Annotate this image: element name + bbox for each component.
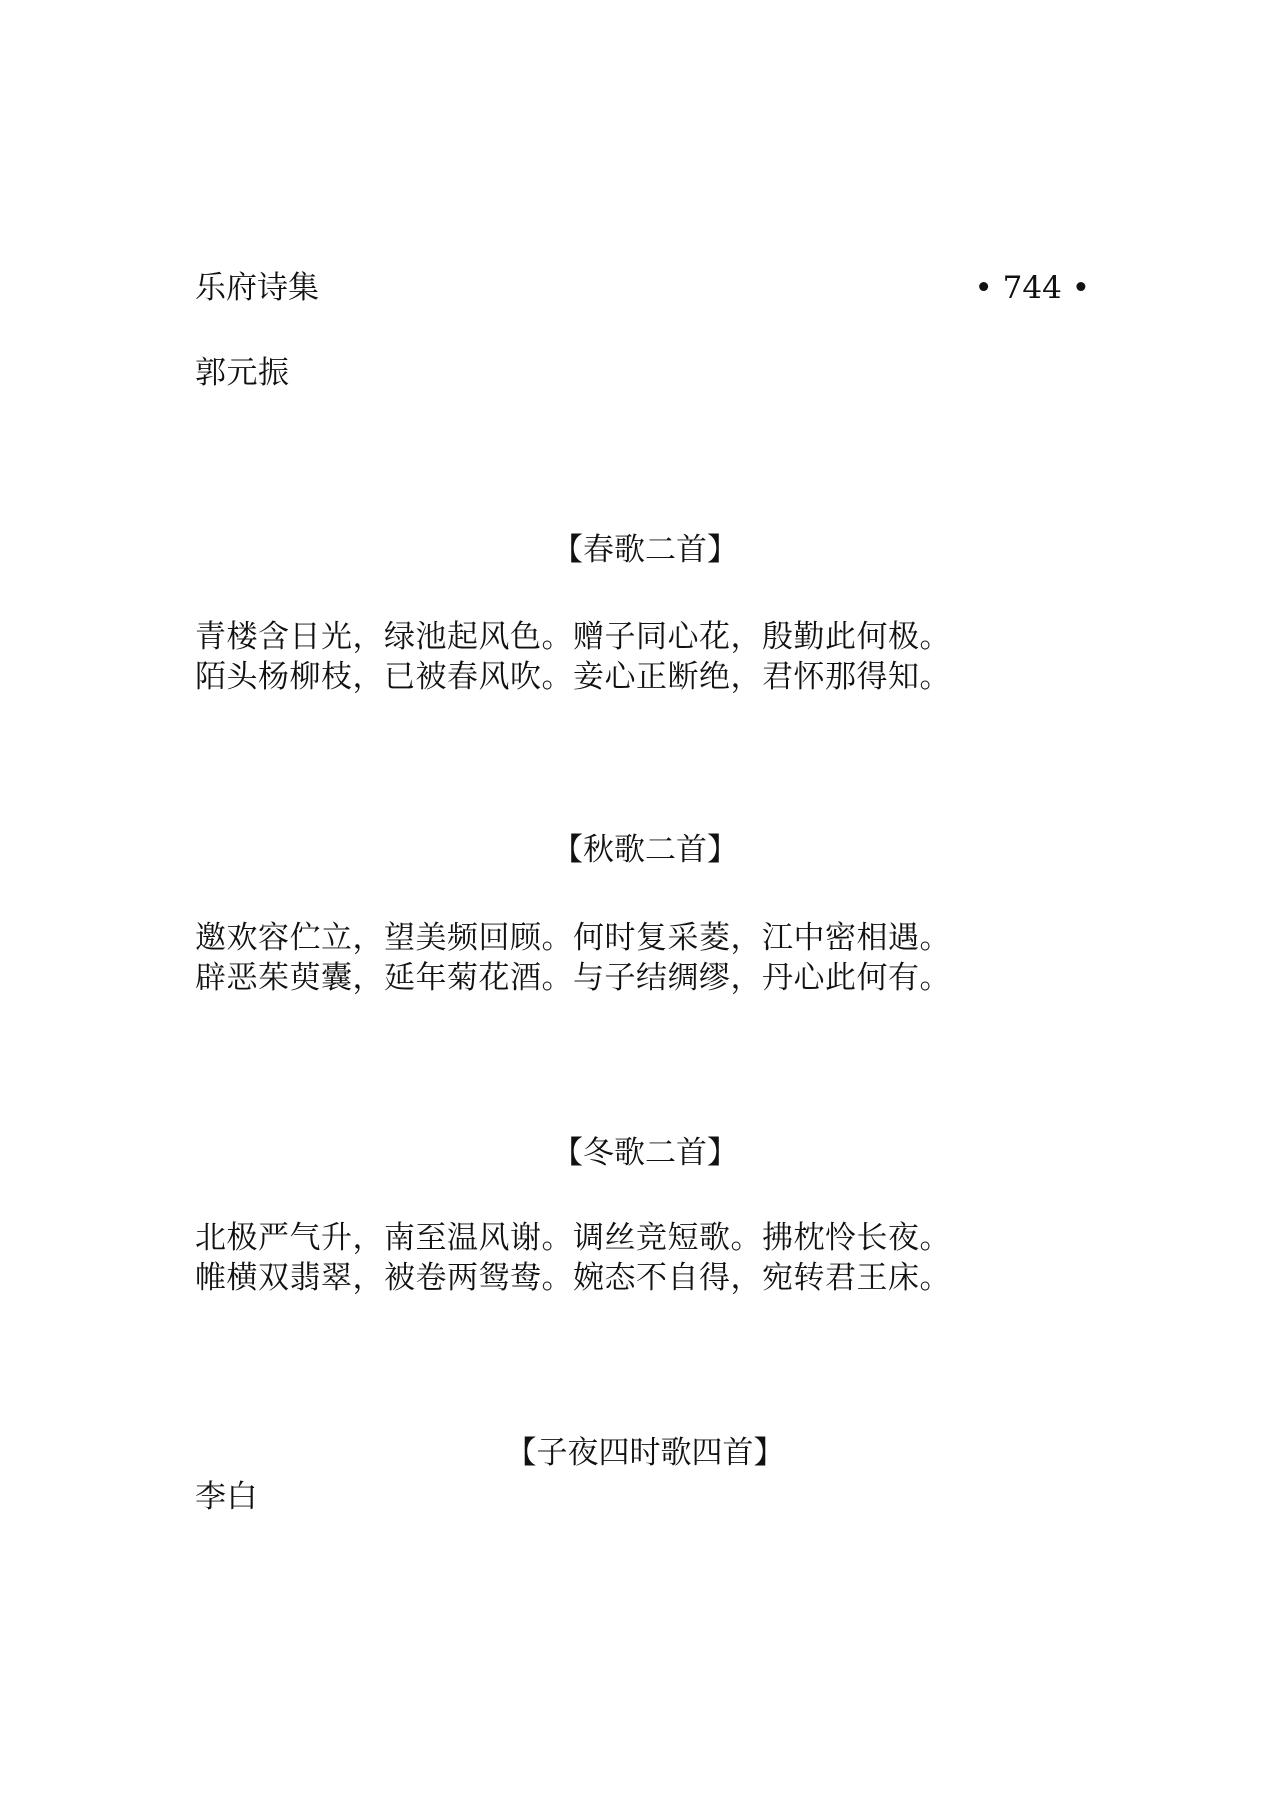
- section-title-winter: 【冬歌二首】: [552, 1135, 738, 1171]
- poem-line: 青楼含日光，绿池起风色。赠子同心花，殷勤此何极。: [195, 619, 951, 655]
- section-title-autumn: 【秋歌二首】: [552, 832, 738, 868]
- page-number: • 744 •: [974, 270, 1090, 306]
- poem-line: 辟恶茱萸囊，延年菊花酒。与子结绸缪，丹心此何有。: [195, 960, 951, 996]
- section-title-spring: 【春歌二首】: [552, 532, 738, 568]
- poem-line: 北极严气升，南至温风谢。调丝竞短歌。拂枕怜长夜。: [195, 1220, 951, 1256]
- poem-line: 邀欢容伫立，望美频回顾。何时复采菱，江中密相遇。: [195, 920, 951, 956]
- author-name: 郭元振: [195, 355, 290, 391]
- section-title-four-seasons: 【子夜四时歌四首】: [505, 1435, 785, 1471]
- poem-line: 帷横双翡翠，被卷两鸳鸯。婉态不自得，宛转君王床。: [195, 1260, 951, 1296]
- poem-line: 陌头杨柳枝，已被春风吹。妾心正断绝，君怀那得知。: [195, 659, 951, 695]
- book-title: 乐府诗集: [195, 270, 319, 306]
- author-name: 李白: [195, 1479, 258, 1515]
